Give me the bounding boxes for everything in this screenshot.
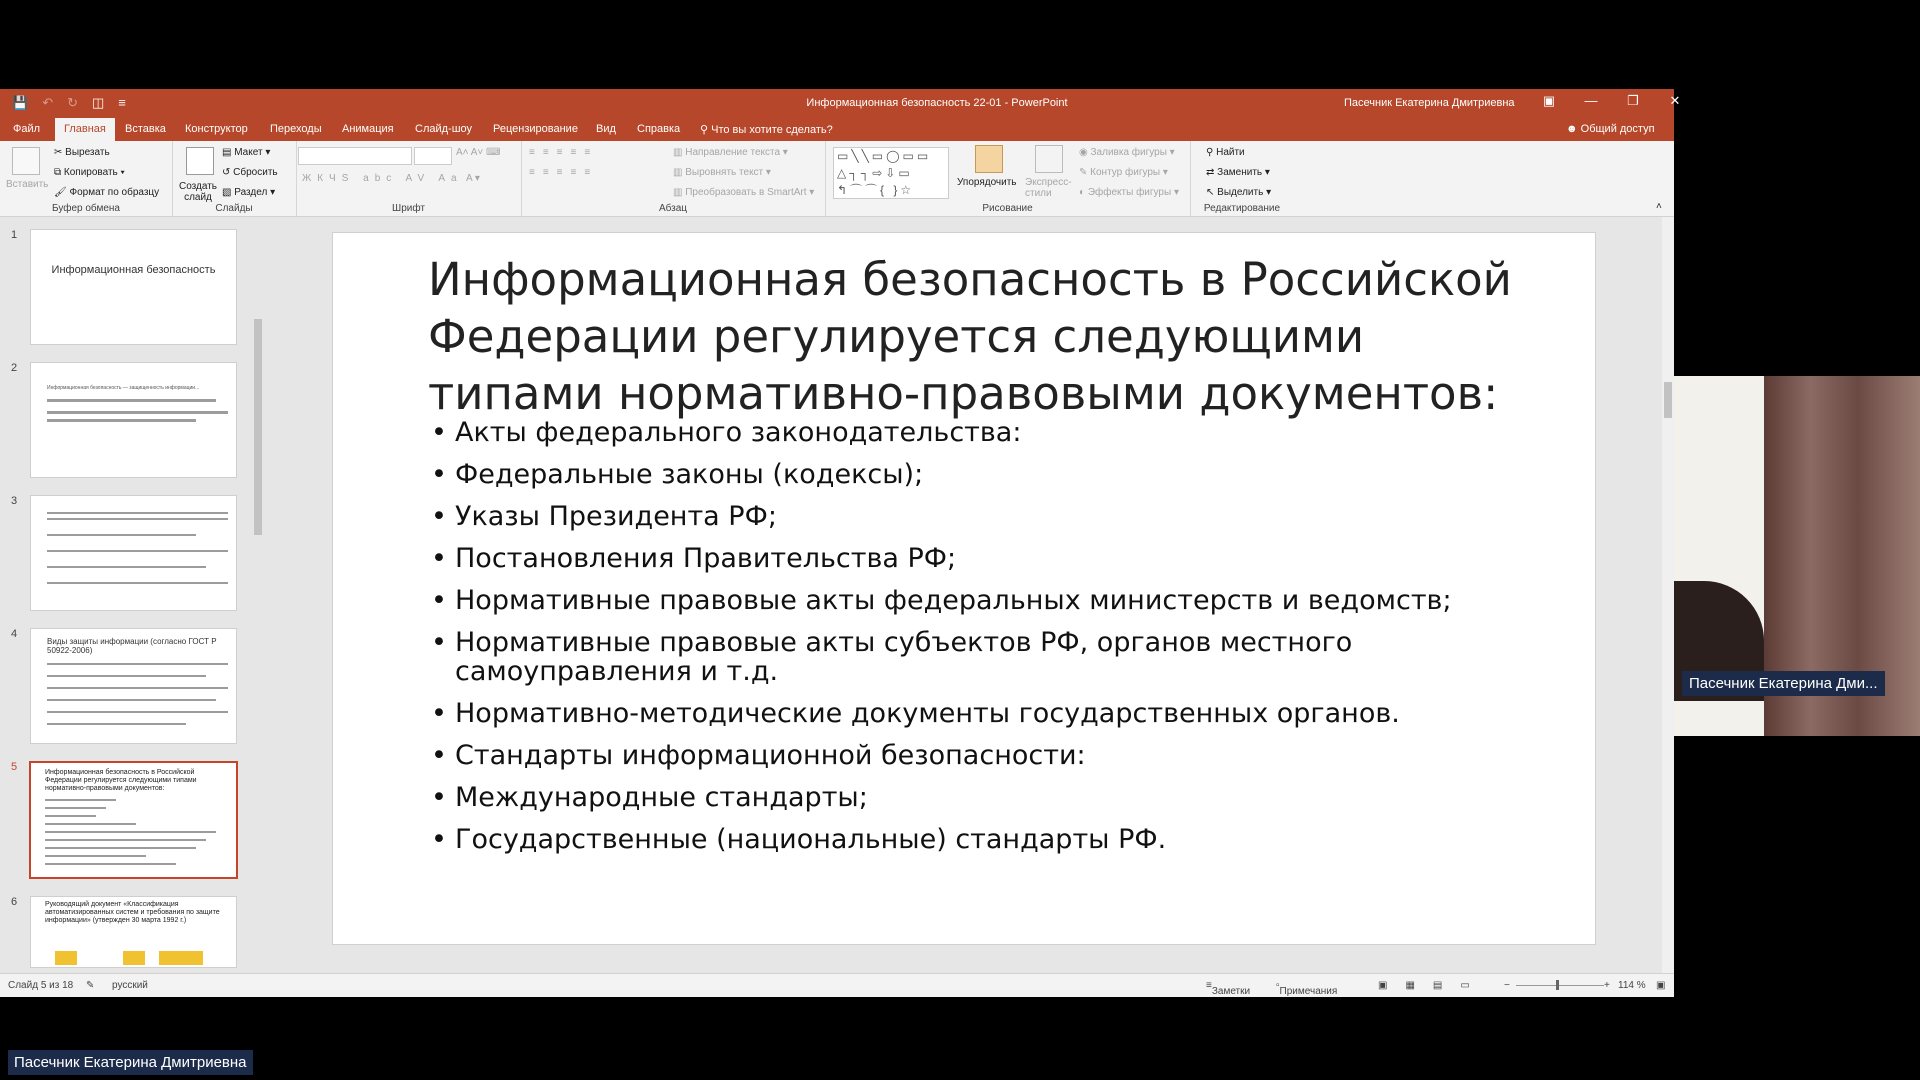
section-button[interactable]: ▧ Раздел ▾ xyxy=(222,187,276,198)
thumbnail-line xyxy=(47,419,196,422)
view-buttons[interactable]: ▣▦▤▭ xyxy=(1378,980,1488,991)
thumbnail-slide-6[interactable] xyxy=(30,896,237,968)
tab-review[interactable]: Рецензирование xyxy=(493,123,578,135)
smartart-label: Преобразовать в SmartArt xyxy=(685,187,807,198)
thumbnail-line xyxy=(45,807,106,809)
thumbnail-slide-3[interactable] xyxy=(30,495,237,611)
cut-button[interactable]: ✂ Вырезать xyxy=(54,147,110,158)
thumbnail-title: Информационная безопасность xyxy=(51,264,216,276)
window-title: Информационная безопасность 22-01 - PowerPoint xyxy=(806,97,1068,109)
collapse-ribbon-icon[interactable]: ˄ xyxy=(1656,201,1662,212)
restore-icon[interactable]: ❐ xyxy=(1627,93,1639,108)
bullet-item: • Федеральные законы (кодексы); xyxy=(431,460,1551,489)
text-direction-button[interactable]: ▥ Направление текста ▾ xyxy=(673,147,788,158)
font-label: Шрифт xyxy=(392,203,425,214)
copy-button[interactable]: ⧉ Копировать ▾ xyxy=(54,167,125,178)
thumbnail-number: 5 xyxy=(11,761,18,773)
thumbnails-scroll-thumb[interactable] xyxy=(254,319,262,535)
thumbnail-text: Информационная безопасность — защищенность информации... xyxy=(47,385,200,391)
tab-home[interactable]: Главная xyxy=(55,118,115,141)
thumbnail-line xyxy=(47,512,228,514)
title-bar xyxy=(0,89,1681,118)
thumbnail-line xyxy=(45,847,196,849)
quick-styles-icon[interactable] xyxy=(1035,145,1063,173)
ribbon xyxy=(0,141,1674,217)
clipboard-label: Буфер обмена xyxy=(52,203,120,214)
participant-name-tag: Пасечник Екатерина Дми... xyxy=(1682,671,1885,696)
tab-insert[interactable]: Вставка xyxy=(125,123,166,135)
format-painter-label: Формат по образцу xyxy=(69,187,160,198)
tell-me-label: Что вы хотите сделать? xyxy=(711,124,833,136)
format-painter-button[interactable]: 🖌 Формат по образцу xyxy=(54,187,160,198)
zoom-level[interactable]: 114 % xyxy=(1618,980,1646,991)
replace-label: Заменить xyxy=(1217,167,1263,178)
shape-effects-label: Эффекты фигуры xyxy=(1087,187,1172,198)
bullet-item: • Постановления Правительства РФ; xyxy=(431,544,1551,573)
current-slide[interactable] xyxy=(332,232,1596,945)
font-group xyxy=(296,141,522,216)
thumbnail-line xyxy=(47,566,206,568)
notes-button[interactable]: ≡ Заметки xyxy=(1206,980,1251,997)
shapes-gallery[interactable]: ▭╲╲▭◯▭▭ △┐┐⇨⇩▭ ↰⌒⌒{ }☆ xyxy=(833,147,949,199)
align-buttons[interactable]: ≡≡≡≡≡ xyxy=(529,167,599,178)
thumbnail-line xyxy=(47,534,196,536)
bullet-item: • Указы Президента РФ; xyxy=(431,502,1551,531)
start-slideshow-icon[interactable]: ◫ xyxy=(92,95,105,110)
editor-scrollbar[interactable] xyxy=(1662,217,1674,973)
thumbnail-number: 4 xyxy=(11,628,18,640)
font-size-buttons[interactable]: A˄ A˅ ⌨ xyxy=(456,147,501,158)
thumbnail-line xyxy=(45,831,216,833)
ribbon-display-options-icon[interactable]: ▣ xyxy=(1542,93,1556,108)
thumbnail-line xyxy=(47,723,186,725)
smartart-button[interactable]: ▥ Преобразовать в SmartArt ▾ xyxy=(673,187,815,198)
arrange-button[interactable]: Упорядочить xyxy=(957,177,1017,188)
drawing-group xyxy=(825,141,1191,216)
font-color-button[interactable]: A ▾ xyxy=(466,173,480,184)
slides-group xyxy=(172,141,297,216)
thumbnail-line xyxy=(45,863,176,865)
powerpoint-window xyxy=(0,89,1681,997)
thumbnail-number: 6 xyxy=(11,896,18,908)
slide-bullet-list[interactable] xyxy=(431,418,1551,867)
thumbnail-slide-5[interactable] xyxy=(29,761,238,879)
spellcheck-icon[interactable]: ✎ xyxy=(86,980,95,991)
signed-in-user[interactable]: Пасечник Екатерина Дмитриевна xyxy=(1344,97,1515,109)
reset-button[interactable]: ↺ Сбросить xyxy=(222,167,278,178)
notes-label: Заметки xyxy=(1211,986,1251,997)
thumbnail-slide-1[interactable] xyxy=(30,229,237,345)
close-icon[interactable]: ✕ xyxy=(1669,93,1681,108)
drawing-label: Рисование xyxy=(982,203,1033,214)
paragraph-group xyxy=(521,141,826,216)
ribbon-tabs xyxy=(0,118,1674,141)
save-icon[interactable]: 💾 xyxy=(12,95,29,110)
slides-label: Слайды xyxy=(215,203,253,214)
thumbnail-line xyxy=(45,815,96,817)
align-text-label: Выровнять текст xyxy=(685,167,764,178)
shape-effects-button[interactable]: ◐ Эффекты фигуры ▾ xyxy=(1079,187,1179,198)
slide-title[interactable]: Информационная безопасность в Российской Федерации регулируется следующими типами нормативно-правовыми документов: xyxy=(428,253,1512,420)
bullet-item: • Международные стандарты; xyxy=(431,783,1551,812)
comments-label: Примечания xyxy=(1279,986,1338,997)
minimize-icon[interactable]: — xyxy=(1584,93,1598,108)
thumbnail-line xyxy=(47,582,228,584)
customize-qat-icon[interactable]: ≡ xyxy=(118,95,126,110)
editor-scroll-thumb[interactable] xyxy=(1664,382,1672,418)
presenter-name-tag: Пасечник Екатерина Дмитриевна xyxy=(8,1050,253,1075)
share-label: Общий доступ xyxy=(1580,123,1655,135)
tab-design[interactable]: Конструктор xyxy=(185,123,248,135)
person-icon: ☻ xyxy=(1566,123,1581,135)
slide-counter: Слайд 5 из 18 xyxy=(8,980,74,991)
arrange-icon[interactable] xyxy=(975,145,1003,173)
thumbnail-line xyxy=(47,687,228,689)
tell-me-search[interactable] xyxy=(700,123,833,136)
tab-file[interactable]: Файл xyxy=(13,123,41,135)
thumbnail-line xyxy=(47,518,228,520)
thumbnail-shape xyxy=(159,951,203,965)
bullet-item: • Стандарты информационной безопасности: xyxy=(431,741,1551,770)
redo-icon[interactable]: ↻ xyxy=(67,95,78,110)
font-name-box[interactable] xyxy=(298,147,412,165)
thumbnail-shape xyxy=(55,951,77,965)
quick-styles-button[interactable]: Экспресс-стили xyxy=(1025,177,1072,199)
layout-label: Макет xyxy=(234,147,263,158)
thumbnail-line xyxy=(47,550,228,552)
thumbnail-line xyxy=(45,855,146,857)
tab-animations[interactable]: Анимация xyxy=(342,123,394,135)
thumbnail-line xyxy=(47,663,228,665)
paste-button[interactable]: Вставить xyxy=(6,179,49,190)
shape-outline-button[interactable]: ✎ Контур фигуры ▾ xyxy=(1079,167,1168,178)
font-size-box[interactable] xyxy=(414,147,452,165)
thumbnail-number: 1 xyxy=(11,229,18,241)
shape-fill-button[interactable]: ◉ Заливка фигуры ▾ xyxy=(1079,147,1175,158)
thumbnail-slide-2[interactable] xyxy=(30,362,237,478)
find-label: Найти xyxy=(1216,147,1245,158)
zoom-slider[interactable] xyxy=(1516,985,1604,986)
comments-button[interactable]: ▫ Примечания xyxy=(1276,980,1338,997)
thumbnail-slide-4[interactable] xyxy=(30,628,237,744)
bullet-item: • Государственные (национальные) стандарты РФ. xyxy=(431,825,1551,854)
bullet-item: • Акты федерального законодательства: xyxy=(431,418,1551,447)
undo-icon[interactable]: ↶ xyxy=(42,95,54,110)
thumbnail-line xyxy=(45,799,116,801)
thumbnail-line xyxy=(47,399,216,402)
slide-thumbnails-pane xyxy=(0,217,258,973)
zoom-in-button[interactable]: + xyxy=(1604,980,1610,991)
copy-label: Копировать xyxy=(63,167,118,178)
replace-button[interactable]: ⇄ Заменить ▾ xyxy=(1206,167,1270,178)
thumbnail-number: 2 xyxy=(11,362,18,374)
reset-label: Сбросить xyxy=(233,167,278,178)
select-label: Выделить xyxy=(1217,187,1264,198)
share-button[interactable] xyxy=(1566,123,1655,135)
paragraph-label: Абзац xyxy=(658,203,688,214)
fit-to-window-icon[interactable]: ▣ xyxy=(1656,980,1666,991)
tab-transitions[interactable]: Переходы xyxy=(270,123,322,135)
select-button[interactable]: ↖ Выделить ▾ xyxy=(1206,187,1272,198)
thumbnail-line xyxy=(47,699,216,701)
align-text-button[interactable]: ▥ Выровнять текст ▾ xyxy=(673,167,771,178)
bullet-item: • Нормативно-методические документы государственных органов. xyxy=(431,699,1551,728)
text-direction-label: Направление текста xyxy=(685,147,781,158)
new-slide-button[interactable]: Создать слайд xyxy=(178,181,217,203)
slide-editor xyxy=(265,217,1662,973)
zoom-slider-thumb[interactable] xyxy=(1556,980,1559,990)
list-buttons[interactable]: ≡≡≡≡≡ xyxy=(529,147,599,158)
thumbnail-line xyxy=(47,711,228,713)
font-format-buttons[interactable]: ЖКЧS abc AV Aa xyxy=(302,173,463,184)
thumbnail-title: Руководящий документ «Классификация автоматизированных систем и требования по защите информации» (утвержден 30 марта 1992 г.) xyxy=(45,901,220,924)
layout-button[interactable]: ▤ Макет ▾ xyxy=(222,147,271,158)
find-button[interactable]: ⚲ Найти xyxy=(1206,147,1245,158)
thumbnail-title: Виды защиты информации (согласно ГОСТ Р 50922-2006) xyxy=(47,637,217,655)
bullet-item: • Нормативные правовые акты субъектов РФ, органов местного самоуправления и т.д. xyxy=(431,628,1551,686)
tab-view[interactable]: Вид xyxy=(596,123,616,135)
editing-label: Редактирование xyxy=(1203,203,1281,214)
language-indicator[interactable]: русский xyxy=(112,980,148,991)
thumbnail-line xyxy=(47,675,206,677)
status-bar xyxy=(0,973,1674,997)
tab-slideshow[interactable]: Слайд-шоу xyxy=(415,123,473,135)
thumbnail-number: 3 xyxy=(11,495,18,507)
zoom-out-button[interactable]: − xyxy=(1504,980,1510,991)
paste-icon[interactable] xyxy=(12,147,40,175)
tab-help[interactable]: Справка xyxy=(637,123,681,135)
thumbnail-line xyxy=(45,839,206,841)
participant-video xyxy=(1674,376,1920,736)
shape-outline-label: Контур фигуры xyxy=(1090,167,1161,178)
thumbnail-line xyxy=(45,823,136,825)
cut-label: Вырезать xyxy=(65,147,110,158)
thumbnail-title: Информационная безопасность в Российской Федерации регулируется следующими типами нормативно-правовыми документов: xyxy=(45,769,197,792)
bullet-item: • Нормативные правовые акты федеральных министерств и ведомств; xyxy=(431,586,1551,615)
clipboard-group xyxy=(0,141,173,216)
lightbulb-icon: ⚲ xyxy=(700,124,712,136)
thumbnail-shape xyxy=(123,951,145,965)
new-slide-icon[interactable] xyxy=(186,147,214,175)
editing-group xyxy=(1190,141,1294,216)
thumbnails-scrollbar[interactable] xyxy=(252,319,264,1067)
section-label: Раздел xyxy=(234,187,268,198)
thumbnail-line xyxy=(47,411,228,414)
shape-fill-label: Заливка фигуры xyxy=(1090,147,1167,158)
